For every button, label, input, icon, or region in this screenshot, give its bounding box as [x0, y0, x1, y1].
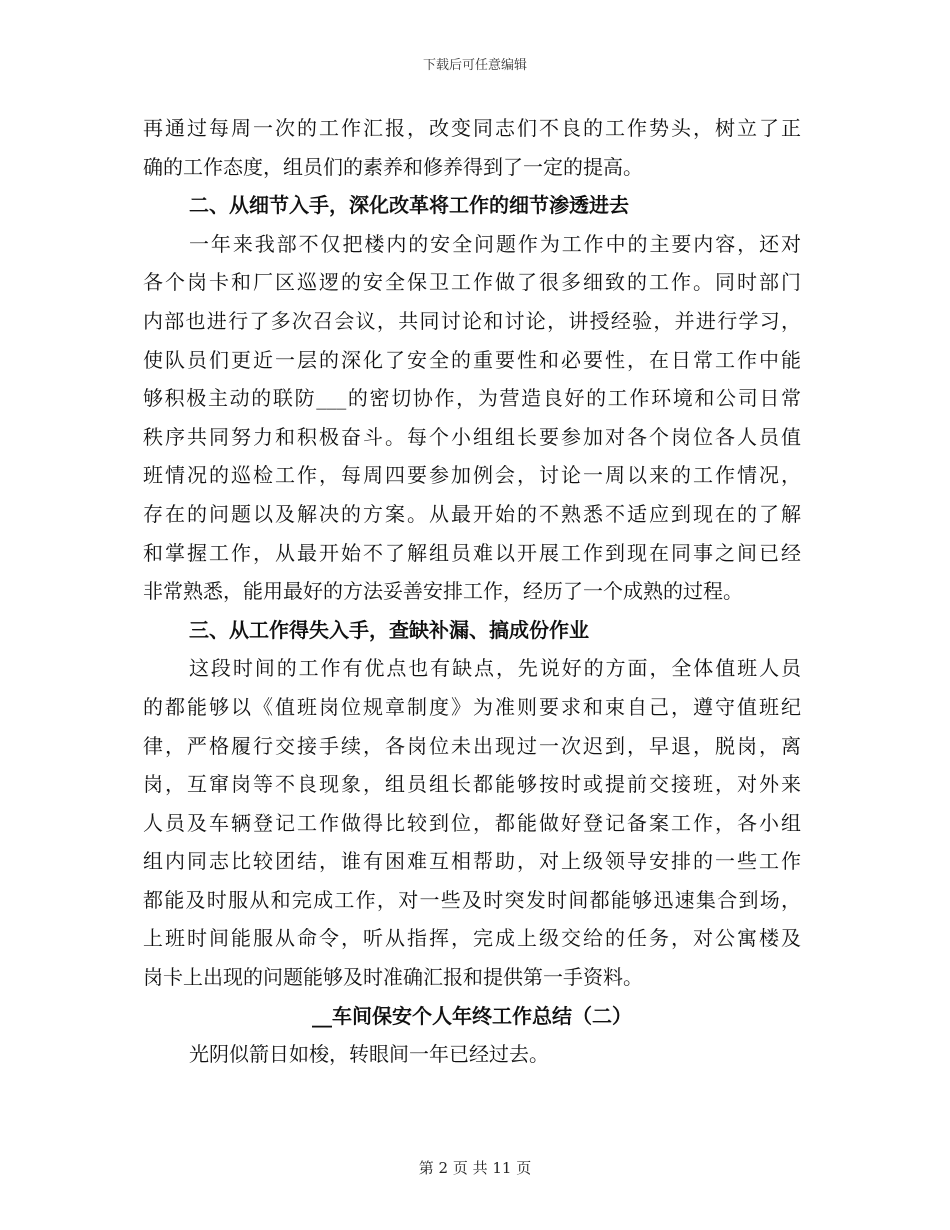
section-title: __车间保安个人年终工作总结（二）	[312, 1003, 632, 1028]
text-line: 秩序共同努力和积极奋斗。每个小组组长要参加对各个岗位各人员值	[143, 424, 801, 449]
text-line: 和掌握工作，从最开始不了解组员难以开展工作到现在同事之间已经	[143, 540, 801, 565]
text-line: 这段时间的工作有优点也有缺点，先说好的方面，全体值班人员	[189, 656, 801, 681]
section-heading: 二、从细节入手，深化改革将工作的细节渗透进去	[189, 193, 629, 218]
text-line: 岗，互窜岗等不良现象，组员组长都能够按时或提前交接班，对外来	[143, 772, 801, 797]
text-line: 班情况的巡检工作，每周四要参加例会，讨论一周以来的工作情况，	[143, 463, 801, 488]
text-line: 一年来我部不仅把楼内的安全问题作为工作中的主要内容，还对	[189, 231, 801, 256]
text-line: 岗卡上出现的问题能够及时准确汇报和提供第一手资料。	[143, 965, 643, 990]
page-footer: 第 2 页 共 11 页	[418, 1159, 532, 1177]
text-line: 律，严格履行交接手续，各岗位未出现过一次迟到，早退，脱岗，离	[143, 733, 801, 758]
text-line: 人员及车辆登记工作做得比较到位，都能做好登记备案工作，各小组	[143, 810, 801, 835]
text-line: 组内同志比较团结，谁有困难互相帮助，对上级领导安排的一些工作	[143, 849, 801, 874]
text-line: 的都能够以《值班岗位规章制度》为准则要求和束自己，遵守值班纪	[143, 694, 801, 719]
document-body	[143, 109, 801, 1074]
text-line: 上班时间能服从命令，听从指挥，完成上级交给的任务，对公寓楼及	[143, 926, 801, 951]
text-line: 够积极主动的联防___的密切协作，为营造良好的工作环境和公司日常	[143, 386, 801, 411]
text-line: 各个岗卡和厂区巡逻的安全保卫工作做了很多细致的工作。同时部门	[143, 270, 801, 295]
text-line: 再通过每周一次的工作汇报，改变同志们不良的工作势头，树立了正	[143, 116, 801, 140]
section-heading: 三、从工作得失入手，查缺补漏、搞成份作业	[189, 617, 589, 642]
text-line: 确的工作态度，组员们的素养和修养得到了一定的提高。	[143, 154, 643, 179]
text-line: 内部也进行了多次召会议，共同讨论和讨论，讲授经验，并进行学习，	[143, 308, 801, 333]
text-line: 光阴似箭日如梭，转眼间一年已经过去。	[189, 1042, 549, 1067]
text-line: 存在的问题以及解决的方案。从最开始的不熟悉不适应到现在的了解	[143, 501, 801, 526]
text-line: 非常熟悉，能用最好的方法妥善安排工作，经历了一个成熟的过程。	[143, 579, 743, 604]
text-line: 都能及时服从和完成工作，对一些及时突发时间都能够迅速集合到场，	[143, 887, 801, 912]
page-header: 下载后可任意编辑	[422, 58, 527, 73]
text-line: 使队员们更近一层的深化了安全的重要性和必要性，在日常工作中能	[143, 347, 801, 372]
